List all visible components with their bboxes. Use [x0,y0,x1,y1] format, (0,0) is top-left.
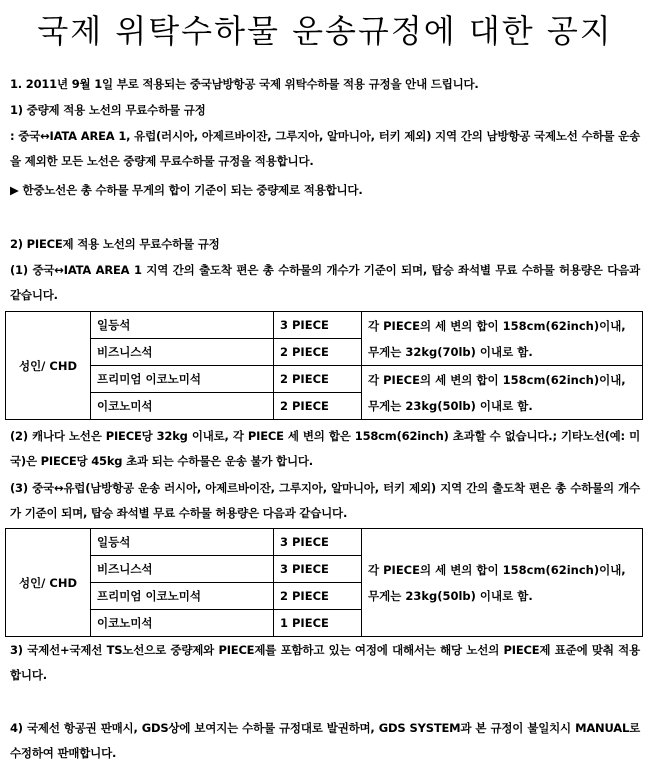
section-1-note: ▶ 한중노선은 총 수하물 무게의 합이 기준이 되는 중량제로 적용합니다. [10,183,363,197]
passenger-category: 성인/ CHD [6,529,91,637]
piece-count: 3 PIECE [274,312,362,339]
seat-class: 프리미엄 이코노미석 [91,583,274,610]
allowance-note-line: 무게는 32kg(70lb) 이내로 함. [368,344,533,359]
baggage-table-2 [5,528,643,637]
section-2-item-1: (1) 중국↔IATA AREA 1 지역 간의 출도착 편은 총 수하물의 개수가 기준이 되며, 탑승 좌석별 무료 수하물 허용량은 다음과 같습니다. [10,263,640,302]
baggage-table-1 [5,311,643,420]
piece-count: 2 PIECE [274,393,362,420]
seat-class: 비즈니스석 [91,339,274,366]
seat-class: 이코노미석 [91,393,274,420]
allowance-note [362,529,643,637]
section-2-item-2: (2) 캐나다 노선은 PIECE당 32kg 이내로, 각 PIECE 세 변의 합은 158cm(62inch) 초과할 수 없습니다.; 기타노선(예: 미국)은 PIECE당 45kg 초과 되는 수하물은 운송 불가 합니다. [10,429,640,468]
piece-count: 2 PIECE [274,583,362,610]
section-2-heading: 2) PIECE제 적용 노선의 무료수하물 규정 [10,237,220,251]
allowance-note [362,312,643,366]
seat-class: 비즈니스석 [91,556,274,583]
table-row [6,312,643,339]
table-row [6,529,643,556]
allowance-note [362,366,643,420]
section-4: 4) 국제선 항공권 판매시, GDS상에 보여지는 수하물 규정대로 발권하며, GDS SYSTEM과 본 규정이 불일치시 MANUAL로 수정하여 판매합니다. [10,721,640,760]
allowance-note-line: 각 PIECE의 세 변의 합이 158cm(62inch)이내, [368,562,626,577]
piece-count: 3 PIECE [274,529,362,556]
seat-class: 일등석 [91,529,274,556]
allowance-note-line: 각 PIECE의 세 변의 합이 158cm(62inch)이내, [368,318,626,333]
piece-count: 2 PIECE [274,339,362,366]
section-1-heading: 1) 중량제 적용 노선의 무료수하물 규정 [10,103,206,117]
piece-count: 2 PIECE [274,366,362,393]
seat-class: 프리미엄 이코노미석 [91,366,274,393]
table-row [6,366,643,393]
notice-intro: 1. 2011년 9월 1일 부로 적용되는 중국남방항공 국제 위탁수하물 적용 규정을 안내 드립니다. [10,77,479,91]
allowance-note-line: 각 PIECE의 세 변의 합이 158cm(62inch)이내, [368,372,626,387]
piece-count: 1 PIECE [274,610,362,637]
allowance-note-line: 무게는 23kg(50lb) 이내로 함. [368,398,533,413]
page-title: 국제 위탁수하물 운송규정에 대한 공지 [37,12,613,50]
piece-count: 3 PIECE [274,556,362,583]
section-3: 3) 국제선+국제선 TS노선으로 중량제와 PIECE제를 포함하고 있는 여정에 대해서는 해당 노선의 PIECE제 표준에 맞춰 적용합니다. [10,643,640,682]
passenger-category: 성인/ CHD [6,312,91,420]
seat-class: 이코노미석 [91,610,274,637]
allowance-note-line: 무게는 23kg(50lb) 이내로 함. [368,588,533,603]
section-1-body: : 중국↔IATA AREA 1, 유럽(러시아, 아제르바이잔, 그루지아, 알마니아, 터키 제외) 지역 간의 남방항공 국제노선 수하물 운송을 제외한 모든 노선은 중량제 무료수하물 규정을 적용합니다. [10,129,640,168]
section-2-item-3: (3) 중국↔유럽(남방항공 운송 러시아, 아제르바이잔, 그루지아, 알마니아, 터키 제외) 지역 간의 출도착 편은 총 수하물의 개수가 기준이 되며, 탑승 좌석별 무료 수하물 허용량은 다음과 같습니다. [10,481,640,520]
seat-class: 일등석 [91,312,274,339]
